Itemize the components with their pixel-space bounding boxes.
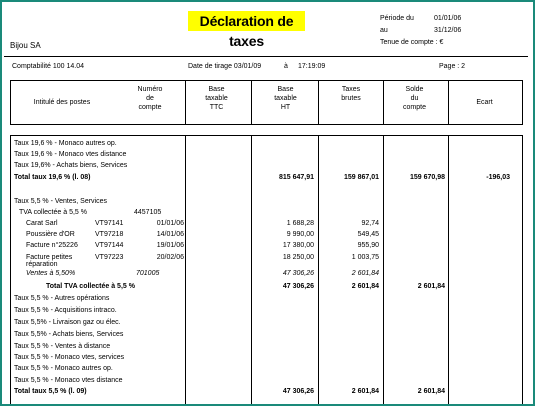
- row-label: Carat Sarl: [26, 220, 58, 227]
- period-to-value: 31/12/06: [434, 27, 462, 34]
- row-label: Poussière d'OR: [26, 231, 75, 238]
- row-label: Taux 5,5% - Livraison gaz ou élec.: [14, 319, 121, 326]
- row-label-cont: réparation: [26, 261, 58, 268]
- row-label: Facture n°25226: [26, 242, 78, 249]
- row-account: 4457105: [134, 209, 162, 216]
- row-base-ht: 17 380,00: [282, 242, 314, 249]
- header-taxes: Taxes brutes: [341, 86, 361, 102]
- row-taxes: 1 003,75: [351, 254, 379, 261]
- row-label: Taux 5,5% - Achats biens, Services: [14, 331, 124, 338]
- row-base-ht: 47 306,26: [282, 388, 314, 395]
- header-solde: Solde du compte: [403, 86, 426, 111]
- row-code: VT97218: [95, 231, 124, 238]
- row-label: Taux 5,5 % - Monaco autres op.: [14, 365, 113, 372]
- row-label: Taux 5,5 % - Monaco vtes, services: [14, 354, 125, 361]
- company-name: Bijou SA: [10, 41, 41, 50]
- row-taxes: 92,74: [361, 220, 379, 227]
- row-label: Total taux 5,5 % (l. 09): [14, 388, 87, 395]
- row-solde: 159 670,98: [409, 174, 445, 181]
- row-label: Taux 19,6% - Achats biens, Services: [14, 162, 128, 169]
- header-account: Numéro de compte: [137, 86, 163, 111]
- row-solde: 2 601,84: [417, 388, 445, 395]
- row-label: Taux 5,5 % - Acquisitions intraco.: [14, 307, 117, 314]
- row-label: Facture petites: [26, 254, 73, 261]
- row-solde: 2 601,84: [417, 283, 445, 290]
- row-label: Taux 5,5 % - Monaco vtes distance: [14, 377, 123, 384]
- period-from-label: Période du: [380, 15, 414, 22]
- print-date: Date de tirage 03/01/09: [188, 63, 262, 70]
- header-label: Intitulé des postes: [33, 99, 91, 106]
- header-ecart: Ecart: [476, 99, 493, 106]
- row-code: VT97223: [95, 254, 124, 261]
- row-base-ht: 815 647,91: [278, 174, 314, 181]
- row-label: Taux 5,5 % - Ventes, Services: [14, 198, 107, 205]
- row-date: 20/02/06: [156, 254, 184, 261]
- print-at: à: [284, 63, 288, 70]
- accounting-version: Comptabilité 100 14.04: [12, 63, 84, 70]
- row-label: Ventes à 5,50%: [26, 270, 76, 277]
- period-from-value: 01/01/06: [434, 15, 462, 22]
- row-label: Total taux 19,6 % (l. 08): [14, 174, 91, 181]
- print-time: 17:19:09: [298, 63, 326, 70]
- row-code: VT97141: [95, 220, 124, 227]
- row-taxes: 549,45: [357, 231, 379, 238]
- row-taxes: 2 601,84: [351, 270, 379, 277]
- row-base-ht: 9 990,00: [286, 231, 314, 238]
- row-base-ht: 18 250,00: [282, 254, 314, 261]
- row-date: 01/01/06: [156, 220, 184, 227]
- row-base-ht: 1 688,28: [286, 220, 314, 227]
- page-number: Page : 2: [439, 63, 466, 70]
- row-date: 14/01/06: [156, 231, 184, 238]
- row-label: Taux 19,6 % - Monaco autres op.: [14, 140, 117, 147]
- row-base-ht: 47 306,26: [282, 283, 314, 290]
- row-account: 701005: [136, 270, 160, 277]
- row-base-ht: 47 306,26: [282, 270, 314, 277]
- row-taxes: 2 601,84: [351, 388, 379, 395]
- row-taxes: 955,90: [357, 242, 379, 249]
- row-taxes: 159 867,01: [343, 174, 379, 181]
- row-label: Taux 5,5 % - Autres opérations: [14, 295, 110, 302]
- report-title: Déclaration de taxes: [188, 11, 305, 31]
- row-label: TVA collectée à 5,5 %: [19, 209, 87, 216]
- row-label: Taux 19,6 % - Monaco vtes distance: [14, 151, 127, 158]
- row-label: Total TVA collectée à 5,5 %: [46, 283, 135, 290]
- row-date: 19/01/06: [156, 242, 184, 249]
- period-to-label: au: [380, 27, 388, 34]
- header-ht: Base taxable HT: [274, 86, 297, 111]
- row-taxes: 2 601,84: [351, 283, 379, 290]
- currency-note: Tenue de compte : €: [380, 39, 444, 46]
- header-ttc: Base taxable TTC: [205, 86, 228, 111]
- row-ecart: -196,03: [486, 174, 510, 181]
- row-code: VT97144: [95, 242, 124, 249]
- row-label: Taux 5,5 % - Ventes à distance: [14, 343, 111, 350]
